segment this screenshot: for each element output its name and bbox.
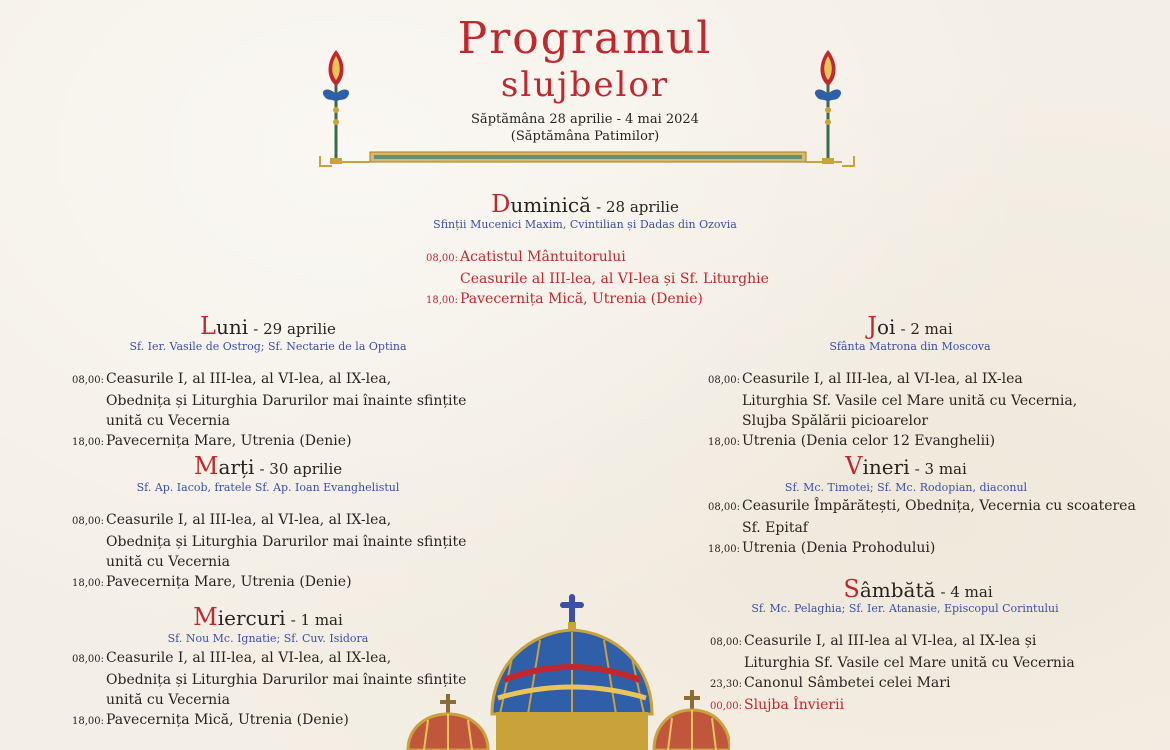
day-initial: D: [491, 190, 511, 218]
service-line: 18,00: Utrenia (Denia celor 12 Evanghelii): [708, 433, 996, 449]
saints-monday: Sf. Ier. Vasile de Ostrog; Sf. Nectarie de la Optina: [129, 340, 407, 353]
week-note: (Săptămâna Patimilor): [510, 129, 660, 144]
service-line: unită cu Vecernia: [106, 554, 231, 570]
service-line: Ceasurile al III-lea, al VI-lea și Sf. Liturghie: [460, 271, 769, 287]
service-line: Obednița și Liturghia Darurilor mai înainte sfințite: [106, 534, 467, 550]
service-line: 08,00: Ceasurile I, al III-lea, al VI-lea, al IX-lea,: [72, 371, 392, 387]
saints-wednesday: Sf. Nou Mc. Ignatie; Sf. Cuv. Isidora: [167, 632, 369, 645]
cross-icon: [560, 594, 584, 622]
service-line: 08,00: Ceasurile I, al III-lea, al VI-lea, al IX-lea: [708, 371, 1023, 387]
services-friday: [704, 496, 1136, 560]
service-line: 18,00: Pavecernița Mică, Utrenia (Denie): [72, 712, 349, 728]
services-saturday: [706, 631, 1075, 717]
saints-thursday: Sfânta Matrona din Moscova: [829, 340, 991, 353]
service-line: Liturghia Sf. Vasile cel Mare unită cu Vecernia,: [742, 393, 1078, 409]
service-line: Obednița și Liturghia Darurilor mai înainte sfințite: [106, 393, 467, 409]
service-line: 08,00: Acatistul Mântuitorului: [426, 249, 626, 265]
ornamental-bar-icon: [320, 152, 854, 166]
saints-sunday: Sfinții Mucenici Maxim, Cvintilian și Dadas din Ozovia: [433, 218, 737, 231]
service-line: 08,00: Ceasurile I, al III-lea, al VI-lea, al IX-lea,: [72, 650, 392, 666]
service-line: 08,00: Ceasurile Împărătești, Obednița, Vecernia cu scoaterea: [708, 498, 1136, 514]
service-line: 18,00: Pavecernița Mare, Utrenia (Denie): [72, 433, 352, 449]
cross-icon: [684, 690, 700, 710]
service-line: 08,00: Ceasurile I, al III-lea al VI-lea, al IX-lea și: [710, 633, 1037, 649]
services-monday: [68, 369, 466, 453]
services-thursday: [704, 369, 1077, 453]
service-line: unită cu Vecernia: [106, 413, 231, 429]
title-line-1: Programul: [457, 13, 713, 64]
services-tuesday: [68, 510, 466, 594]
day-heading-wednesday: Miercuri - 1 mai: [193, 603, 343, 631]
day-heading-thursday: Joi - 2 mai: [867, 312, 953, 340]
service-line: 08,00: Ceasurile I, al III-lea, al VI-lea, al IX-lea,: [72, 512, 392, 528]
service-line: 18,00: Pavecernița Mare, Utrenia (Denie): [72, 574, 352, 590]
service-line: Liturghia Sf. Vasile cel Mare unită cu Vecernia: [744, 655, 1075, 671]
day-heading-saturday: Sâmbătă - 4 mai: [843, 575, 993, 603]
services-sunday: [422, 247, 769, 311]
saints-saturday: Sf. Mc. Pelaghia; Sf. Ier. Atanasie, Episcopul Corintului: [751, 602, 1059, 615]
day-date: - 28 aprilie: [596, 198, 679, 216]
page-title: [0, 13, 1170, 108]
service-line: Slujba Spălării picioarelor: [742, 413, 929, 429]
church-domes-illustration: [400, 594, 730, 750]
service-line: 23,30: Canonul Sâmbetei celei Mari: [710, 675, 951, 691]
day-heading-friday: Vineri - 3 mai: [845, 452, 967, 480]
saints-tuesday: Sf. Ap. Iacob, fratele Sf. Ap. Ioan Evanghelistul: [136, 481, 400, 494]
service-line: Obednița și Liturghia Darurilor mai înainte sfințite: [106, 672, 467, 688]
day-heading-tuesday: Marți - 30 aprilie: [193, 452, 343, 480]
day-heading-sunday: [385, 190, 785, 218]
service-line: 00,00: Slujba Învierii: [710, 697, 845, 713]
day-heading-monday: Luni - 29 aprilie: [200, 312, 336, 340]
service-line: unită cu Vecernia: [106, 692, 231, 708]
cross-icon: [440, 694, 456, 714]
week-range: Săptămâna 28 aprilie - 4 mai 2024: [471, 112, 699, 127]
service-line: 18,00: Utrenia (Denia Prohodului): [708, 540, 936, 556]
saints-friday: Sf. Mc. Timotei; Sf. Mc. Rodopian, diaconul: [784, 481, 1028, 494]
service-line: Sf. Epitaf: [742, 520, 808, 536]
day-name: uminică: [510, 193, 592, 217]
service-line: 18,00: Pavecernița Mică, Utrenia (Denie): [426, 291, 703, 307]
title-line-2: slujbelor: [500, 65, 670, 105]
